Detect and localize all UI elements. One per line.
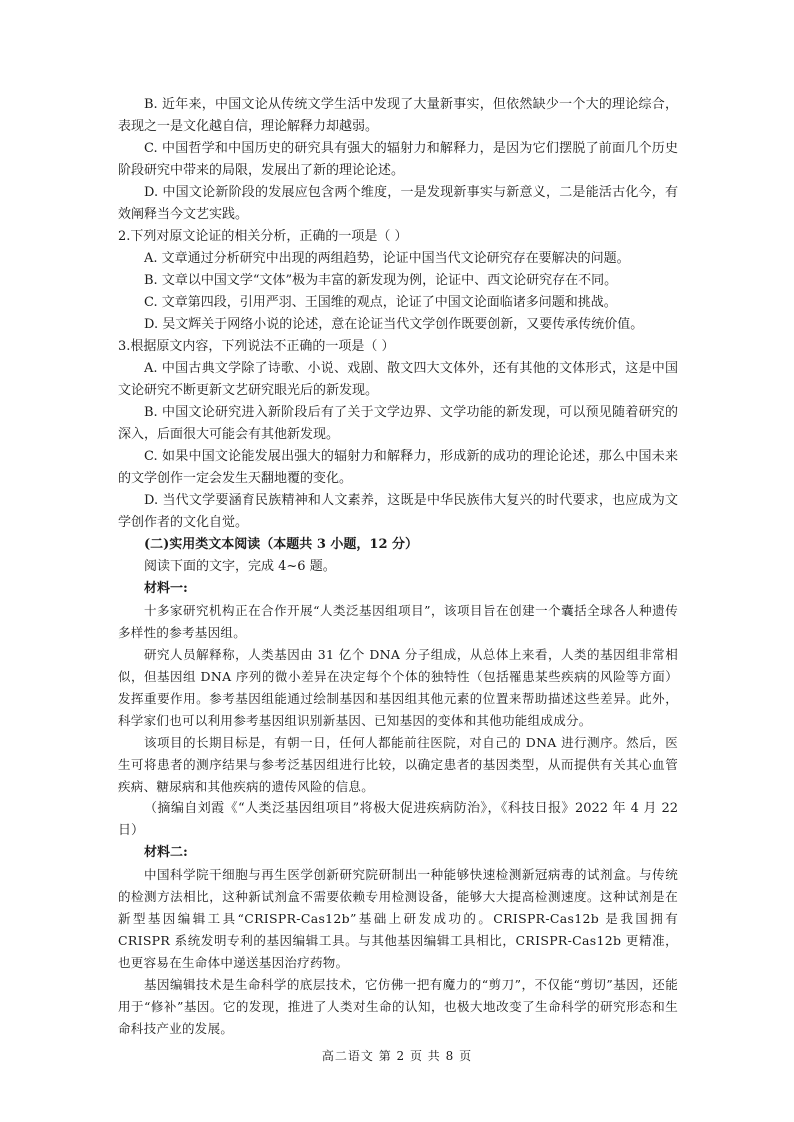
q3-option-a: A. 中国古典文学除了诗歌、小说、戏剧、散文四大文体外，还有其他的文体形式，这是中国文论研究不断更新文艺研究眼光后的新发现。 [118, 361, 678, 398]
section-instruction: 阅读下面的文字，完成 4~6 题。 [144, 559, 336, 574]
q2-stem: 2.下列对原文论证的相关分析，正确的一项是（ ） [118, 229, 408, 244]
page-footer: 高二语文 第 2 页 共 8 页 [321, 1049, 473, 1063]
q3-stem: 3.根据原文内容，下列说法不正确的一项是（ ） [118, 339, 395, 354]
q2-option-b: B. 文章以中国文学“文体”极为丰富的新发现为例，论证中、西文论研究存在不同。 [144, 273, 618, 288]
material1-source: （摘编自刘霞《“人类泛基因组项目”将极大促进疾病防治》，《科技日报》2022 年 4 月 22 日） [118, 801, 678, 838]
material2-label: 材料二: [144, 845, 188, 860]
q2-option-a: A. 文章通过分析研究中出现的两组趋势，论证中国当代文论研究存在要解决的问题。 [144, 251, 630, 266]
q1-option-c: C. 中国哲学和中国历史的研究具有强大的辐射力和解释力，是因为它们摆脱了前面几个历史阶段研究中带来的局限，发展出了新的理论论述。 [118, 141, 678, 178]
section-heading: (二)实用类文本阅读（本题共 3 小题，12 分） [144, 537, 419, 552]
q3-option-b: B. 中国文论研究进入新阶段后有了关于文学边界、文学功能的新发现，可以预见随着研究的深入，后面很大可能会有其他新发现。 [118, 405, 678, 442]
q2-option-c: C. 文章第四段，引用严羽、王国维的观点，论证了中国文论面临诸多问题和挑战。 [144, 295, 617, 310]
material2-paragraph: 中国科学院干细胞与再生医学创新研究院研制出一种能够快速检测新冠病毒的试剂盒。与传统的检测方法相比，这种新试剂盒不需要依赖专用检测设备，能够大大提高检测速度。这种试剂是在新型基因编辑工具“CRISPR-Cas12b”基础上研发成功的。CRISPR-Cas12b 是我国拥有 CRISPR 系统发明专利的基因编辑工具。与其他基因编辑工具相比，CRISPR-Cas12b 更精准，也更容易在生命体中递送基因治疗药物。 [118, 867, 678, 970]
page-content [118, 94, 678, 1040]
q3-option-d: D. 当代文学要涵育民族精神和人文素养，这既是中华民族伟大复兴的时代要求，也应成为文学创作者的文化自觉。 [118, 493, 678, 530]
q2-option-d: D. 吴文辉关于网络小说的论述，意在论证当代文学创作既要创新，又要传承传统价值。 [144, 317, 644, 332]
material1-label: 材料一: [144, 581, 188, 596]
material2-paragraph: 基因编辑技术是生命科学的底层技术，它仿佛一把有魔力的“剪刀”，不仅能“剪切”基因，还能用于“修补”基因。它的发现，推进了人类对生命的认知，也极大地改变了生命科学的研究形态和生命科技产业的发展。 [118, 977, 678, 1036]
q1-option-d: D. 中国文论新阶段的发展应包含两个维度，一是发现新事实与新意义，二是能活古化今，有效阐释当今文艺实践。 [118, 185, 678, 222]
material1-paragraph: 十多家研究机构正在合作开展“人类泛基因组项目”，该项目旨在创建一个囊括全球各人种遗传多样性的参考基因组。 [118, 603, 678, 640]
q1-option-b: B. 近年来，中国文论从传统文学生活中发现了大量新事实，但依然缺少一个大的理论综合，表现之一是文化越自信，理论解释力却越弱。 [118, 97, 678, 134]
material1-paragraph: 该项目的长期目标是，有朝一日，任何人都能前往医院，对自己的 DNA 进行测序。然后，医生可将患者的测序结果与参考泛基因组进行比较，以确定患者的基因类型，从而提供有关其心血管疾病、糖尿病和其他疾病的遗传风险的信息。 [118, 735, 678, 794]
q3-option-c: C. 如果中国文论能发展出强大的辐射力和解释力，形成新的成功的理论论述，那么中国未来的文学创作一定会发生天翻地覆的变化。 [118, 449, 678, 486]
material1-paragraph: 研究人员解释称，人类基因由 31 亿个 DNA 分子组成，从总体上来看，人类的基因组非常相似，但基因组 DNA 序列的微小差异在决定每个个体的独特性（包括罹患某些疾病的风险等方面）发挥重要作用。参考基因组能通过绘制基因和基因组其他元素的位置来帮助描述这些差异。此外，科学家们也可以利用参考基因组识别新基因、已知基因的变体和其他功能组成成分。 [118, 647, 678, 728]
